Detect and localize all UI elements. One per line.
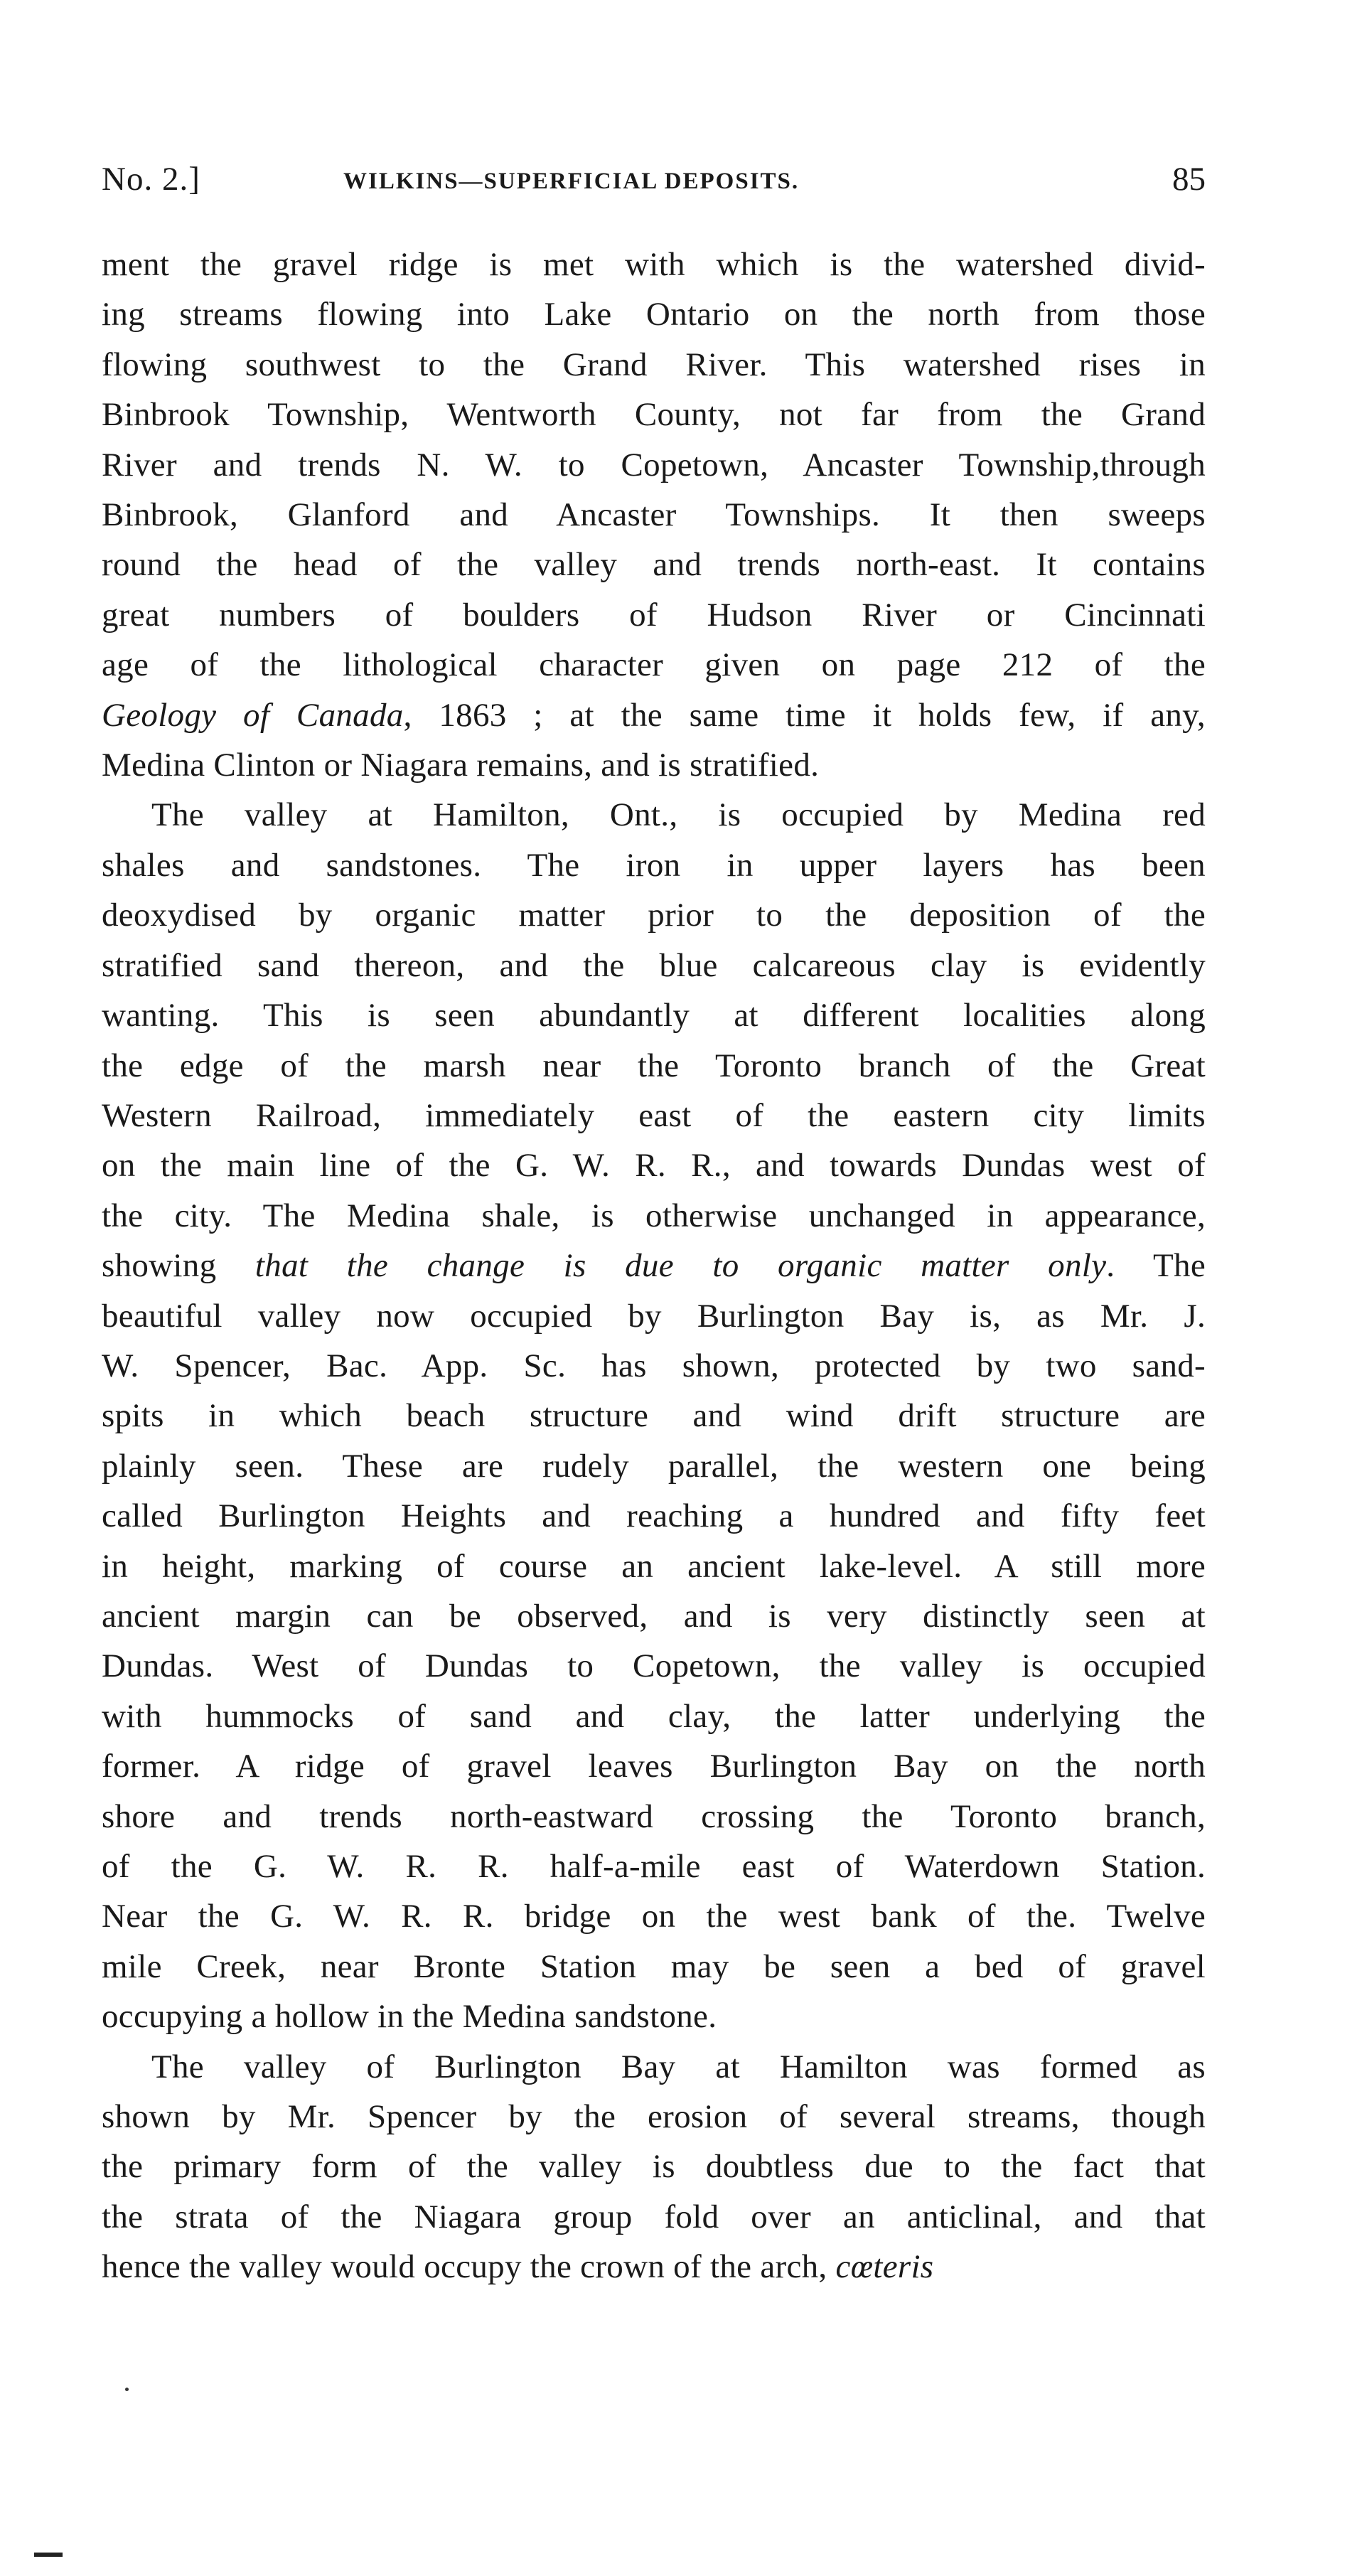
line-text: Dundas. West of Dundas to Copetown, the valley is occupied — [102, 1647, 1206, 1685]
italic-text: that the change is due to organic matter only — [254, 1247, 1107, 1285]
running-header — [102, 160, 1206, 210]
text-line — [102, 790, 1206, 840]
text-line — [102, 2042, 1206, 2092]
line-text: round the head of the valley and trends north-east. It contains — [102, 546, 1206, 584]
line-text: plainly seen. These are rudely parallel, the western one being — [102, 1447, 1206, 1485]
line-text: W. Spencer, Bac. App. Sc. has shown, protected by two sand- — [102, 1347, 1206, 1384]
line-text: spits in which beach structure and wind drift structure are — [102, 1397, 1206, 1435]
text-line — [102, 390, 1206, 439]
line-text: flowing southwest to the Grand River. This watershed rises in — [102, 346, 1206, 383]
paragraph — [102, 2042, 1206, 2292]
line-text: Near the G. W. R. R. bridge on the west bank of the. Twelve — [102, 1898, 1206, 1935]
text-line — [102, 1942, 1206, 1992]
line-text: great numbers of boulders of Hudson River or Cincinnati — [102, 596, 1206, 634]
text-line — [102, 590, 1206, 640]
text-line — [102, 1140, 1206, 1190]
line-text: deoxydised by organic matter prior to the deposition of the — [102, 897, 1206, 934]
line-text: ancient margin can be observed, and is very distinctly seen at — [102, 1597, 1206, 1635]
line-text: The valley at Hamilton, Ont., is occupied by Medina red — [151, 796, 1206, 834]
text-line — [102, 941, 1206, 990]
margin-mark — [34, 2553, 63, 2557]
text-line — [102, 990, 1206, 1040]
italic-text: Geology of Canada — [102, 696, 404, 734]
text-line — [102, 1391, 1206, 1441]
line-text: Western Railroad, immediately east of the eastern city limits — [102, 1096, 1206, 1134]
text-line — [102, 1441, 1206, 1491]
line-text: the primary form of the valley is doubtless due to the fact that — [102, 2148, 1206, 2186]
text-line — [102, 890, 1206, 940]
text-line — [102, 740, 1206, 790]
text-line — [102, 1842, 1206, 1891]
line-text: of the G. W. R. R. half-a-mile east of Waterdown Station. — [102, 1848, 1206, 1885]
text-line — [102, 1591, 1206, 1641]
line-text: showing — [102, 1247, 255, 1285]
text-line — [102, 1891, 1206, 1941]
text-line — [102, 440, 1206, 490]
text-line — [102, 1992, 1206, 2041]
text-line — [102, 1541, 1206, 1591]
italic-text: cœteris — [835, 2248, 934, 2286]
line-text: River and trends N. W. to Copetown, Ancaster Township,through — [102, 446, 1206, 483]
text-line — [102, 1792, 1206, 1842]
text-line — [102, 1741, 1206, 1791]
text-line — [102, 1191, 1206, 1241]
text-line — [102, 540, 1206, 589]
text-line — [102, 1041, 1206, 1091]
text-line — [102, 1691, 1206, 1741]
line-text: shown by Mr. Spencer by the erosion of several streams, though — [102, 2098, 1206, 2136]
line-text: age of the lithological character given on page 212 of the — [102, 646, 1206, 684]
line-text: ment the gravel ridge is met with which is the watershed divid- — [102, 246, 1206, 283]
text-line — [102, 1641, 1206, 1691]
page-number: 85 — [1172, 161, 1206, 198]
text-line — [102, 490, 1206, 540]
line-text: , 1863 ; at the same time it holds few, if any, — [403, 696, 1206, 734]
line-text: wanting. This is seen abundantly at different localities along — [102, 997, 1206, 1035]
line-text: ing streams flowing into Lake Ontario on the north from those — [102, 296, 1206, 333]
line-text: the city. The Medina shale, is otherwise unchanged in appearance, — [102, 1197, 1206, 1234]
line-text: occupying a hollow in the Medina sandstone. — [102, 1998, 717, 2036]
line-text: Binbrook, Glanford and Ancaster Townships. It then sweeps — [102, 496, 1206, 534]
text-line — [102, 1491, 1206, 1541]
body-text — [102, 240, 1206, 2292]
line-text: . The — [1106, 1247, 1206, 1285]
text-line — [102, 340, 1206, 390]
line-text: the edge of the marsh near the Toronto branch of the Great — [102, 1047, 1206, 1084]
text-line — [102, 690, 1206, 740]
line-text: in height, marking of course an ancient lake-level. A still more — [102, 1547, 1206, 1585]
running-title: WILKINS—SUPERFICIAL DEPOSITS. — [343, 169, 800, 194]
line-text: shales and sandstones. The iron in upper layers has been — [102, 846, 1206, 884]
line-text: stratified sand thereon, and the blue calcareous clay is evidently — [102, 946, 1206, 984]
line-text: Medina Clinton or Niagara remains, and is stratified. — [102, 747, 820, 784]
text-line — [102, 289, 1206, 339]
text-line — [102, 2092, 1206, 2142]
text-line — [102, 2242, 1206, 2292]
text-line — [102, 1291, 1206, 1341]
line-text: with hummocks of sand and clay, the latter underlying the — [102, 1697, 1206, 1735]
line-text: former. A ridge of gravel leaves Burlington Bay on the north — [102, 1748, 1206, 1785]
text-line — [102, 640, 1206, 690]
line-text: the strata of the Niagara group fold over an anticlinal, and that — [102, 2198, 1206, 2235]
issue-number: No. 2.] — [102, 161, 200, 198]
paragraph — [102, 790, 1206, 2041]
line-text: on the main line of the G. W. R. R., and towards Dundas west of — [102, 1147, 1206, 1185]
text-line — [102, 1091, 1206, 1140]
ink-speck — [125, 2388, 129, 2391]
line-text: beautiful valley now occupied by Burlington Bay is, as Mr. J. — [102, 1297, 1206, 1335]
line-text: called Burlington Heights and reaching a hundred and fifty feet — [102, 1497, 1206, 1535]
text-line — [102, 2142, 1206, 2191]
paragraph — [102, 240, 1206, 790]
line-text: mile Creek, near Bronte Station may be seen a bed of gravel — [102, 1947, 1206, 1985]
text-line — [102, 240, 1206, 289]
text-line — [102, 2192, 1206, 2242]
line-text: The valley of Burlington Bay at Hamilton was formed as — [151, 2048, 1206, 2085]
line-text: hence the valley would occupy the crown of the arch, — [102, 2248, 836, 2286]
text-line — [102, 840, 1206, 890]
line-text: Binbrook Township, Wentworth County, not far from the Grand — [102, 396, 1206, 434]
line-text: shore and trends north-eastward crossing the Toronto branch, — [102, 1797, 1206, 1835]
text-line — [102, 1341, 1206, 1391]
text-line — [102, 1241, 1206, 1290]
